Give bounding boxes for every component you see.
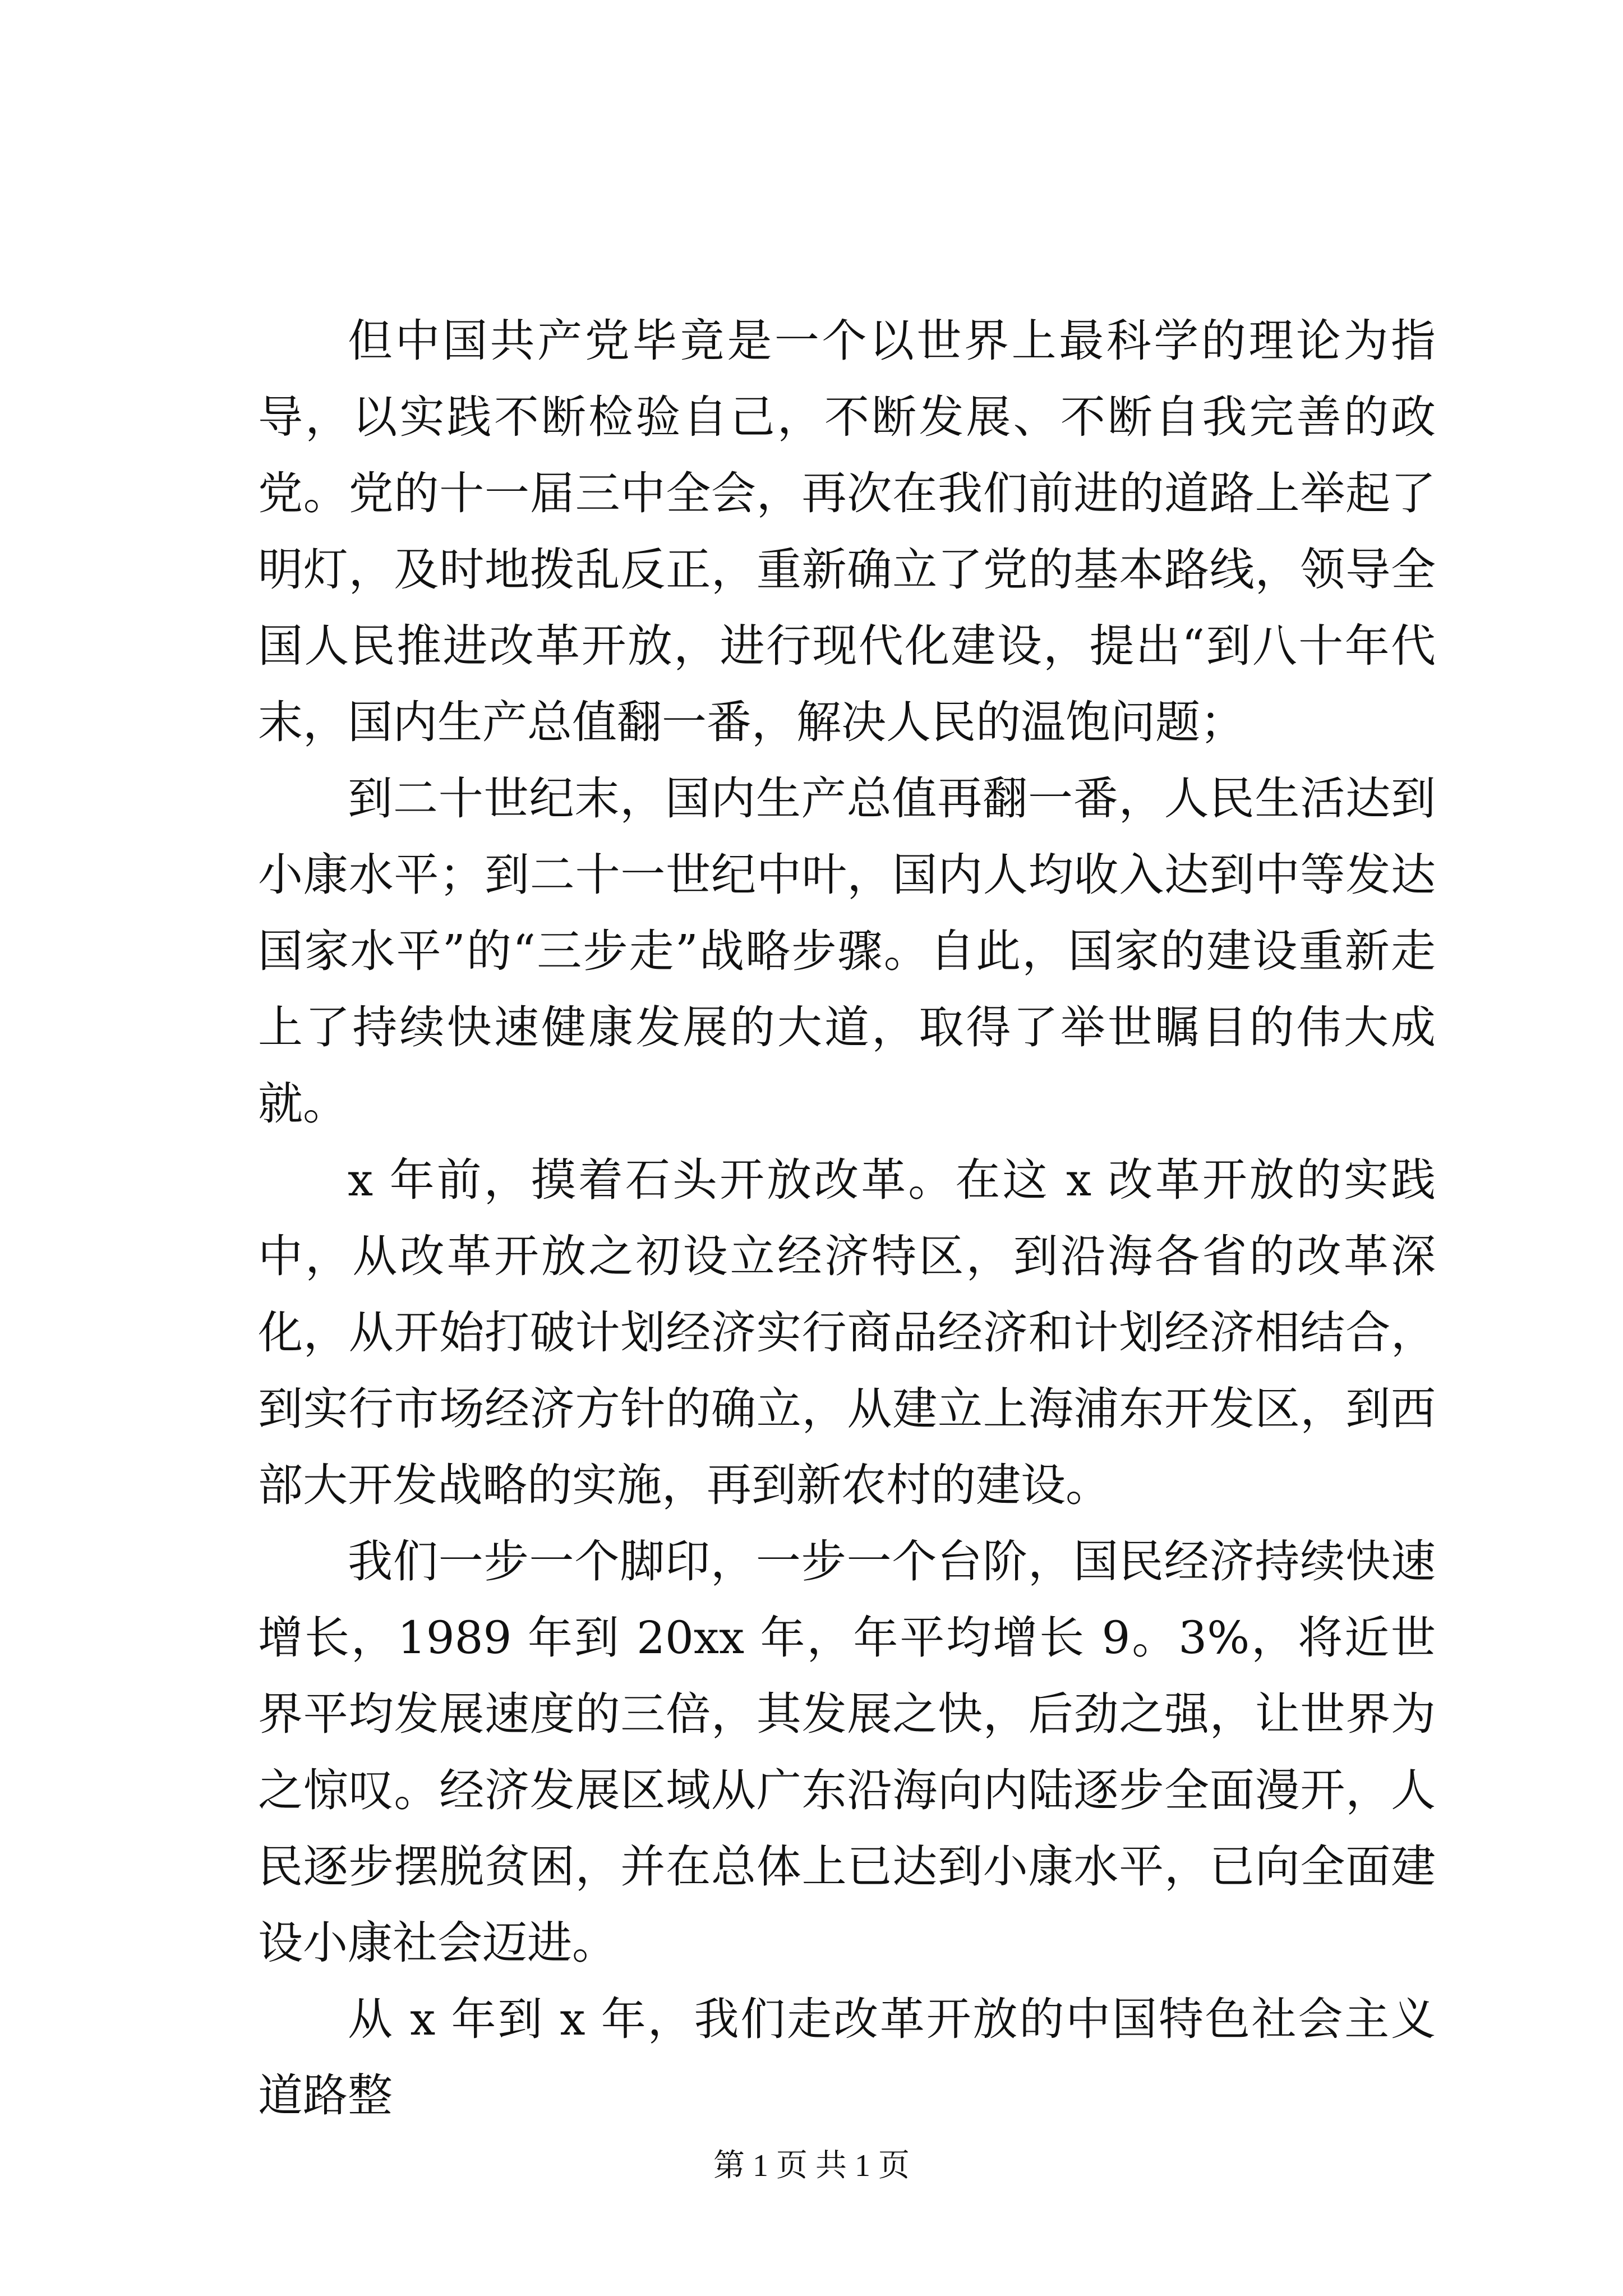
paragraph-4: 我们一步一个脚印，一步一个台阶，国民经济持续快速增长，1989 年到 20xx 年，年平均增长 9。3%，将近世界平均发展速度的三倍，其发展之快，后劲之强，让世界为之惊叹。经济发展区域从广东沿海向内陆逐步全面漫开，人民逐步摆脱贫困，并在总体上已达到小康水平，已向全面建设小康社会迈进。 — [258, 1535, 1436, 1969]
paragraph-1: 但中国共产党毕竟是一个以世界上最科学的理论为指导，以实践不断检验自己，不断发展、不断自我完善的政党。党的十一届三中全会，再次在我们前进的道路上举起了明灯，及时地拨乱反正，重新确立了党的基本路线，领导全国人民推进改革开放，进行现代化建设，提出“到八十年代末，国内生产总值翻一番，解决人民的温饱问题； — [258, 315, 1436, 748]
page-number-footer: 第 1 页 共 1 页 — [713, 2148, 910, 2183]
paragraph-5: 从 x 年到 x 年，我们走改革开放的中国特色社会主义道路整 — [258, 1993, 1436, 2122]
document-body — [258, 303, 1436, 2134]
paragraph-3: x 年前，摸着石头开放改革。在这 x 改革开放的实践中，从改革开放之初设立经济特区，到沿海各省的改革深化，从开始打破计划经济实行商品经济和计划经济相结合，到实行市场经济方针的确立，从建立上海浦东开发区，到西部大开发战略的实施，再到新农村的建设。 — [258, 1154, 1436, 1511]
paragraph-2: 到二十世纪末，国内生产总值再翻一番，人民生活达到小康水平；到二十一世纪中叶，国内人均收入达到中等发达国家水平”的“三步走”战略步骤。自此，国家的建设重新走上了持续快速健康发展的大道，取得了举世瞩目的伟大成就。 — [258, 772, 1436, 1130]
